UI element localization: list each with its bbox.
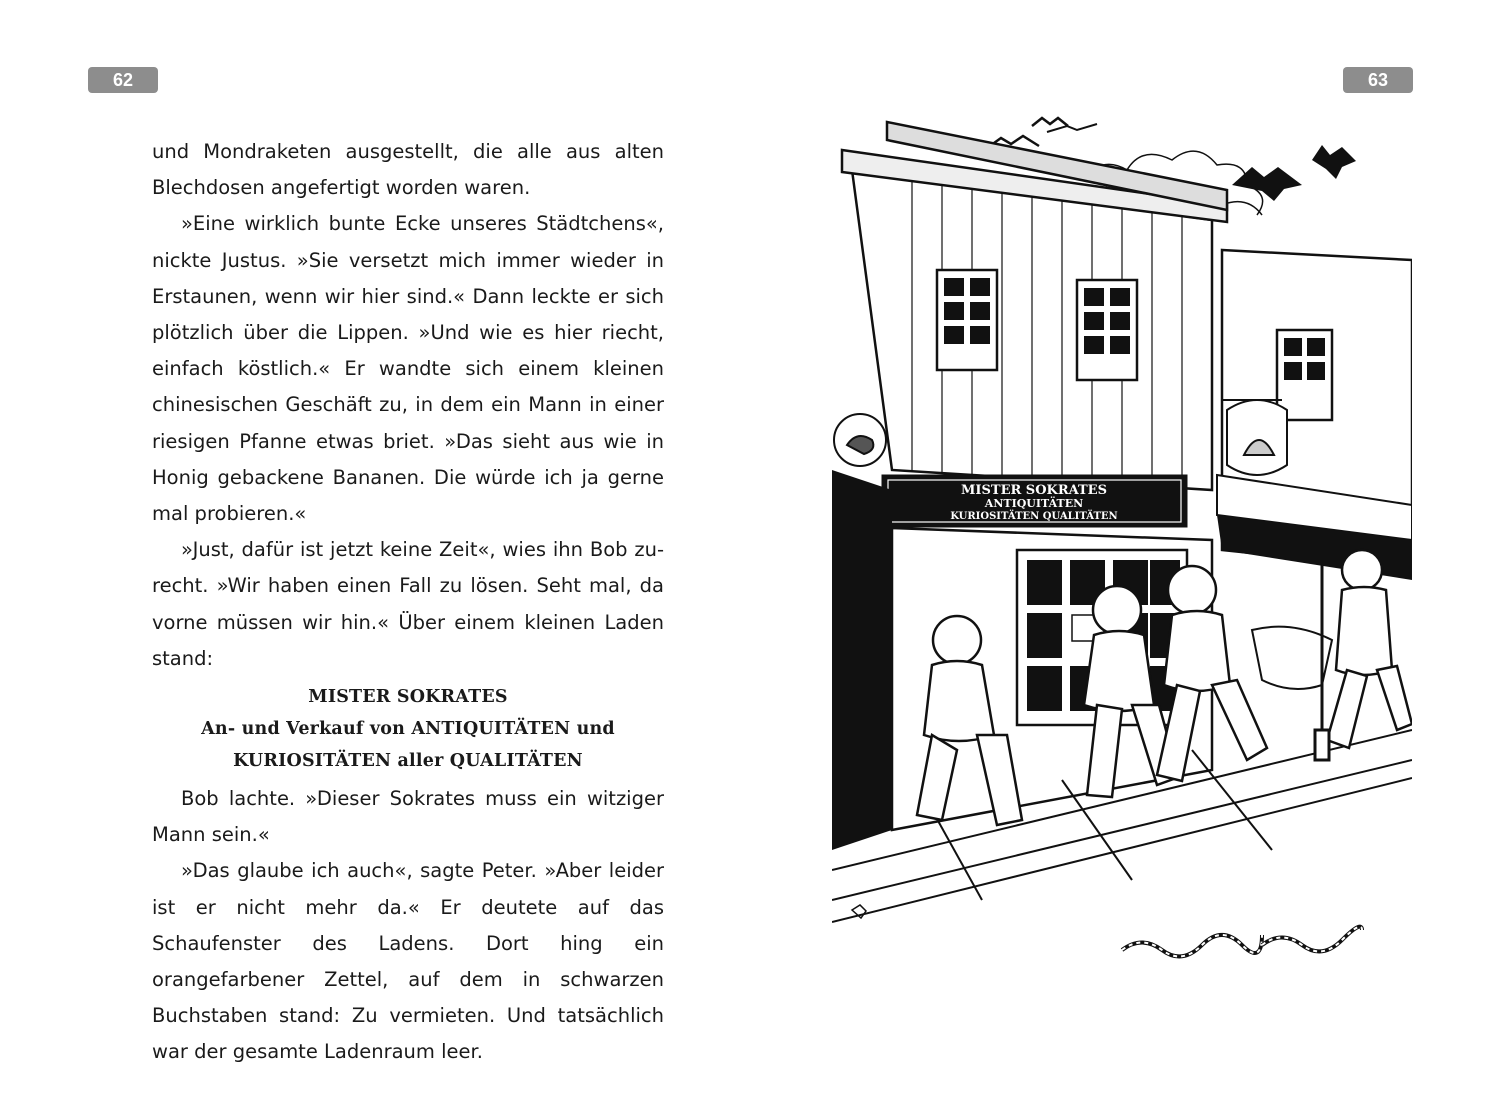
illustration-sign-line-1: MISTER SOKRATES xyxy=(961,483,1107,498)
illustration-sign-line-2: ANTIQUITÄTEN xyxy=(984,497,1084,510)
page-number-left: 62 xyxy=(88,67,158,93)
paragraph-3: »Just, dafür ist jetzt keine Zeit«, wies ihn Bob zurecht. »Wir haben einen Fall zu lösen. Seht mal, da vorne müssen wir hin.« Über einem kleinen Laden stand: xyxy=(152,538,664,670)
illustration-sign-line-3: KURIOSITÄTEN QUALITÄTEN xyxy=(950,511,1118,522)
illustration-svg xyxy=(832,110,1412,962)
shop-sign-line-1: MISTER SOKRATES xyxy=(308,687,508,708)
paragraph-2: »Eine wirklich bunte Ecke unseres Städtchens«, nickte Justus. »Sie versetzt mich immer wieder in Erstaunen, wenn wir hier sind.« Dann leckte er sich plötzlich über die Lippen. »Und wie es hier riecht, einfach köstlich.« Er wandte sich einem kleinen chinesischen Geschäft zu, in dem ein Mann in einer riesigen Pfanne etwas briet. »Das sieht aus wie in Honig gebackene Bananen. Die würde ich ja gerne mal probieren.« xyxy=(152,212,664,526)
paragraph-4: Bob lachte. »Dieser Sokrates muss ein witziger Mann sein.« xyxy=(152,787,664,847)
shop-sign-quote xyxy=(152,681,664,777)
paragraph-1: und Mondraketen ausgestellt, die alle aus alten Blechdosen angefertigt worden waren. xyxy=(152,140,664,200)
left-page-text xyxy=(152,134,664,1071)
street-shop-illustration xyxy=(832,110,1412,962)
paragraph-5: »Das glaube ich auch«, sagte Peter. »Aber leider ist er nicht mehr da.« Er deutete auf das Schaufenster des Ladens. Dort hing ein orangefarbener Zettel, auf dem in schwarzen Buchstaben stand: Zu vermieten. Und tatsächlich war der gesamte Ladenraum leer. xyxy=(152,859,664,1064)
page-number-right: 63 xyxy=(1343,67,1413,93)
shop-sign-line-3: KURIOSITÄTEN aller QUALITÄTEN xyxy=(233,751,583,772)
shop-sign-line-2: An- und Verkauf von ANTIQUITÄTEN und xyxy=(201,719,615,740)
